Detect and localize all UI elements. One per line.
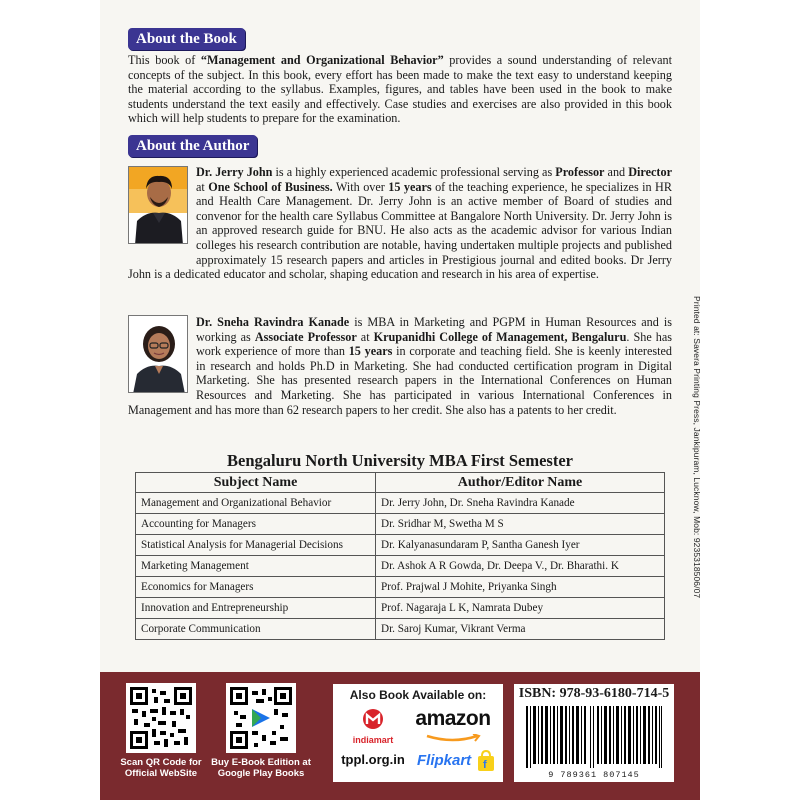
subject-cell: Accounting for Managers — [136, 514, 376, 535]
author-cell: Dr. Kalyanasundaram P, Santha Ganesh Iyer — [376, 535, 665, 556]
qr1-caption: Scan QR Code for Official WebSite — [120, 757, 202, 779]
isbn-box — [514, 684, 674, 782]
author1-name: Dr. Jerry John — [196, 165, 273, 179]
author-cell: Dr. Saroj Kumar, Vikrant Verma — [376, 619, 665, 640]
barcode-icon — [526, 706, 662, 768]
about-book-heading: About the Book — [128, 28, 245, 50]
author1-bio: Dr. Jerry John is a highly experienced academic professional serving as Professor and Director at One School of Business. With over 15 years of the teaching experience, he specializes in HR and Health Care Management. Dr. Jerry John is an active member of Board of studies and convenor for the health care Syllabus Committee at Bangalore North University. Dr. Jerry John is an approved research guide for BNU. He also acts as the academic advisor for various Indian colleges his research contribution are notable, having undertaken multiple projects and published approximately 15 research papers and articles in Prestigious journal and edited books. Dr Jerry John is a dedicated educator and scholar, shaping education and research in his area of expertise. — [128, 165, 672, 282]
author-cell: Prof. Nagaraja L K, Namrata Dubey — [376, 598, 665, 619]
table-row — [136, 577, 665, 598]
printer-note: Printed at: Savera Printing Press, Jankipuram, Lucknow, Mob: 9235318506/07 — [692, 296, 702, 599]
col-header-author: Author/Editor Name — [376, 473, 665, 493]
subject-cell: Marketing Management — [136, 556, 376, 577]
table-row — [136, 556, 665, 577]
subject-cell: Corporate Communication — [136, 619, 376, 640]
subject-cell: Statistical Analysis for Managerial Decisions — [136, 535, 376, 556]
subject-cell: Innovation and Entrepreneurship — [136, 598, 376, 619]
svg-text:f: f — [483, 759, 487, 771]
author-cell: Prof. Prajwal J Mohite, Priyanka Singh — [376, 577, 665, 598]
about-author-heading: About the Author — [128, 135, 257, 157]
available-title: Also Book Available on: — [349, 688, 487, 702]
author2-bio: Dr. Sneha Ravindra Kanade is MBA in Marketing and PGPM in Human Resources and is working as Associate Professor at Krupanidhi College of Management, Bengaluru. She has work experience of more than 15 years in corporate and teaching field. She is keenly interested in research and holds Ph.D in Marketing. She had conducted certification program in Digital Marketing. She has presented research papers in the International Conferences on Human Resources and Marketing. She has participated in various International Conferences in Management and has more than 62 research papers to her credit. She also has a patents to her credit. — [128, 315, 673, 417]
table-title: Bengaluru North University MBA First Semester — [227, 451, 573, 470]
table-row — [136, 598, 665, 619]
subject-cell: Economics for Managers — [136, 577, 376, 598]
table-row — [136, 619, 665, 640]
barcode-digits: 9 789361 807145 — [548, 770, 640, 780]
table-header-row — [136, 473, 665, 493]
book-title: “Management and Organizational Behavior” — [200, 53, 444, 67]
subject-cell: Management and Organizational Behavior — [136, 493, 376, 514]
amazon-logo[interactable]: amazon — [409, 708, 497, 742]
qr-icon — [230, 687, 292, 749]
available-on-box — [333, 684, 503, 782]
about-book-text: This book of “Management and Organizational Behavior” provides a sound understanding of relevant concepts of the subject. In this book, every effort has been made to make the text easy to understand keeping the material according to the syllabus. Examples, figures, and tables have been used in the book to make students understand the text easily and effectively. Case studies and exercises are also provided in this book which will help students to prepare for the examination. — [128, 53, 672, 126]
author2-name: Dr. Sneha Ravindra Kanade — [196, 315, 350, 329]
flipkart-bag-icon — [477, 750, 495, 772]
table-row — [136, 493, 665, 514]
amazon-smile-icon — [423, 734, 483, 743]
qr-code-ebook[interactable] — [226, 683, 296, 753]
col-header-subject: Subject Name — [136, 473, 376, 493]
table-row — [136, 514, 665, 535]
flipkart-logo[interactable]: Flipkart f — [413, 748, 499, 774]
qr2-caption: Buy E-Book Edition at Google Play Books — [211, 757, 311, 779]
qr-icon — [130, 687, 192, 749]
author-cell: Dr. Sridhar M, Swetha M S — [376, 514, 665, 535]
author-cell: Dr. Jerry John, Dr. Sneha Ravindra Kanade — [376, 493, 665, 514]
isbn-number: ISBN: 978-93-6180-714-5 — [518, 686, 670, 701]
subjects-table — [135, 472, 665, 640]
author-cell: Dr. Ashok A R Gowda, Dr. Deepa V., Dr. Bharathi. K — [376, 556, 665, 577]
qr-code-website[interactable] — [126, 683, 196, 753]
table-row — [136, 535, 665, 556]
indiamart-logo[interactable]: indiamart — [343, 708, 403, 744]
indiamart-icon — [361, 708, 385, 730]
website-link[interactable]: tppl.org.in — [341, 752, 405, 767]
